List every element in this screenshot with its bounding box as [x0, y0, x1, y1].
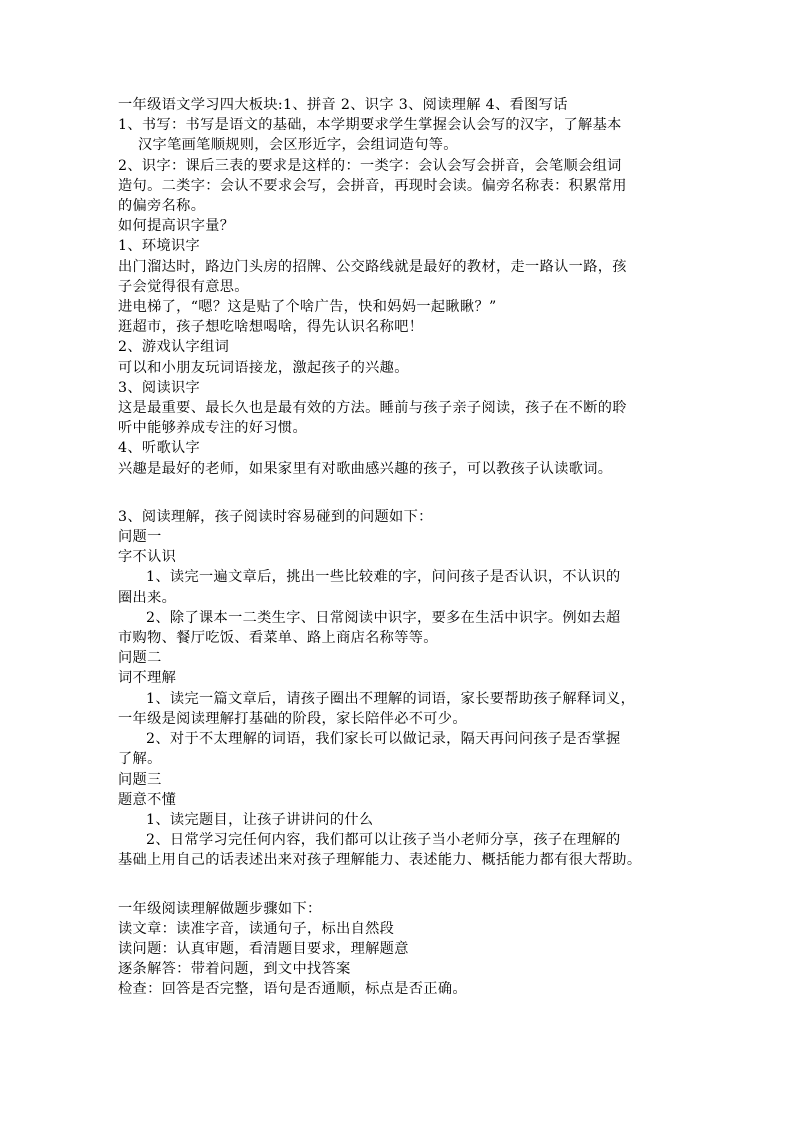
- writing-line-1: 1、书写：书写是语文的基础，本学期要求学生掌握会认会写的汉字，了解基本: [118, 117, 622, 134]
- literacy-line-2: 造句。二类字：会认不要求会写，会拼音，再现时会读。偏旁名称表：积累常用: [118, 177, 627, 194]
- problem1-item1-line-2: 圈出来。: [118, 589, 177, 606]
- problem3-item2-line-1: 2、日常学习完任何内容，我们都可以让孩子当小老师分享，孩子在理解的: [146, 832, 621, 849]
- method4-heading: 4、听歌认字: [118, 440, 201, 457]
- method1-line-2: 子会觉得很有意思。: [118, 278, 249, 295]
- problem1-subtitle: 字不认识: [118, 549, 177, 566]
- problem3-title: 问题三: [118, 771, 162, 788]
- steps-heading: 一年级阅读理解做题步骤如下：: [118, 900, 322, 917]
- problem3-subtitle: 题意不懂: [118, 791, 177, 808]
- problem2-subtitle: 词不理解: [118, 670, 177, 687]
- problem2-title: 问题二: [118, 650, 162, 667]
- method2-heading: 2、游戏认字组词: [118, 339, 230, 356]
- writing-line-2: 汉字笔画笔顺规则，会区形近字，会组词造句等。: [138, 137, 458, 154]
- step-4: 检查：回答是否完整，语句是否通顺，标点是否正确。: [118, 981, 467, 998]
- reading-intro: 3、阅读理解，孩子阅读时容易碰到的问题如下：: [118, 508, 433, 525]
- step-2: 读问题：认真审题，看清题目要求，理解题意: [118, 940, 409, 957]
- problem2-item2-line-2: 了解。: [118, 751, 162, 768]
- method1-heading: 1、环境识字: [118, 238, 201, 255]
- spacer: [118, 871, 678, 899]
- step-3: 逐条解答：带着问题，到文中找答案: [118, 961, 351, 978]
- method3-line-2: 听中能够养成专注的好习惯。: [118, 420, 307, 437]
- problem3-item1-line-1: 1、读完题目，让孩子讲讲问的什么: [146, 811, 374, 828]
- how-to-improve-heading: 如何提高识字量？: [118, 218, 235, 235]
- step-1: 读文章：读准字音，读通句子，标出自然段: [118, 920, 395, 937]
- method4-line-1: 兴趣是最好的老师，如果家里有对歌曲感兴趣的孩子，可以教孩子认读歌词。: [118, 460, 613, 477]
- title-line: 一年级语文学习四大板块:1、拼音 2、识字 3、阅读理解 4、看图写话: [118, 97, 568, 113]
- method3-heading: 3、阅读识字: [118, 379, 201, 396]
- problem1-item2-line-1: 2、除了课本一二类生字、日常阅读中识字，要多在生活中识字。例如去超: [146, 609, 621, 626]
- method1-line-3: 进电梯了，“嗯？这是贴了个啥广告，快和妈妈一起瞅瞅？”: [118, 299, 497, 316]
- spacer: [118, 479, 678, 507]
- problem1-title: 问题一: [118, 529, 162, 546]
- method3-line-1: 这是最重要、最长久也是最有效的方法。睡前与孩子亲子阅读，孩子在不断的聆: [118, 400, 627, 417]
- problem1-item1-line-1: 1、读完一遍文章后，挑出一些比较难的字，问问孩子是否认识，不认识的: [146, 569, 621, 586]
- problem2-item1-line-1: 1、读完一篇文章后，请孩子圈出不理解的词语，家长要帮助孩子解释词义，: [146, 690, 636, 707]
- method1-line-1: 出门溜达时，路边门头房的招牌、公交路线就是最好的教材，走一路认一路，孩: [118, 258, 627, 275]
- literacy-line-3: 的偏旁名称。: [118, 198, 206, 215]
- problem2-item1-line-2: 一年级是阅读理解打基础的阶段，家长陪伴必不可少。: [118, 710, 467, 727]
- method1-line-4: 逛超市，孩子想吃啥想喝啥，得先认识名称吧！: [118, 319, 424, 336]
- problem2-item2-line-1: 2、对于不太理解的词语，我们家长可以做记录，隔天再问问孩子是否掌握: [146, 731, 621, 748]
- literacy-line-1: 2、识字：课后三表的要求是这样的：一类字：会认会写会拼音，会笔顺会组词: [118, 157, 622, 174]
- method2-line-1: 可以和小朋友玩词语接龙，激起孩子的兴趣。: [118, 359, 409, 376]
- problem3-item2-line-2: 基础上用自己的话表述出来对孩子理解能力、表述能力、概括能力都有很大帮助。: [118, 852, 642, 869]
- document-body: [118, 95, 678, 1000]
- problem1-item2-line-2: 市购物、餐厅吃饭、看菜单、路上商店名称等等。: [118, 630, 438, 647]
